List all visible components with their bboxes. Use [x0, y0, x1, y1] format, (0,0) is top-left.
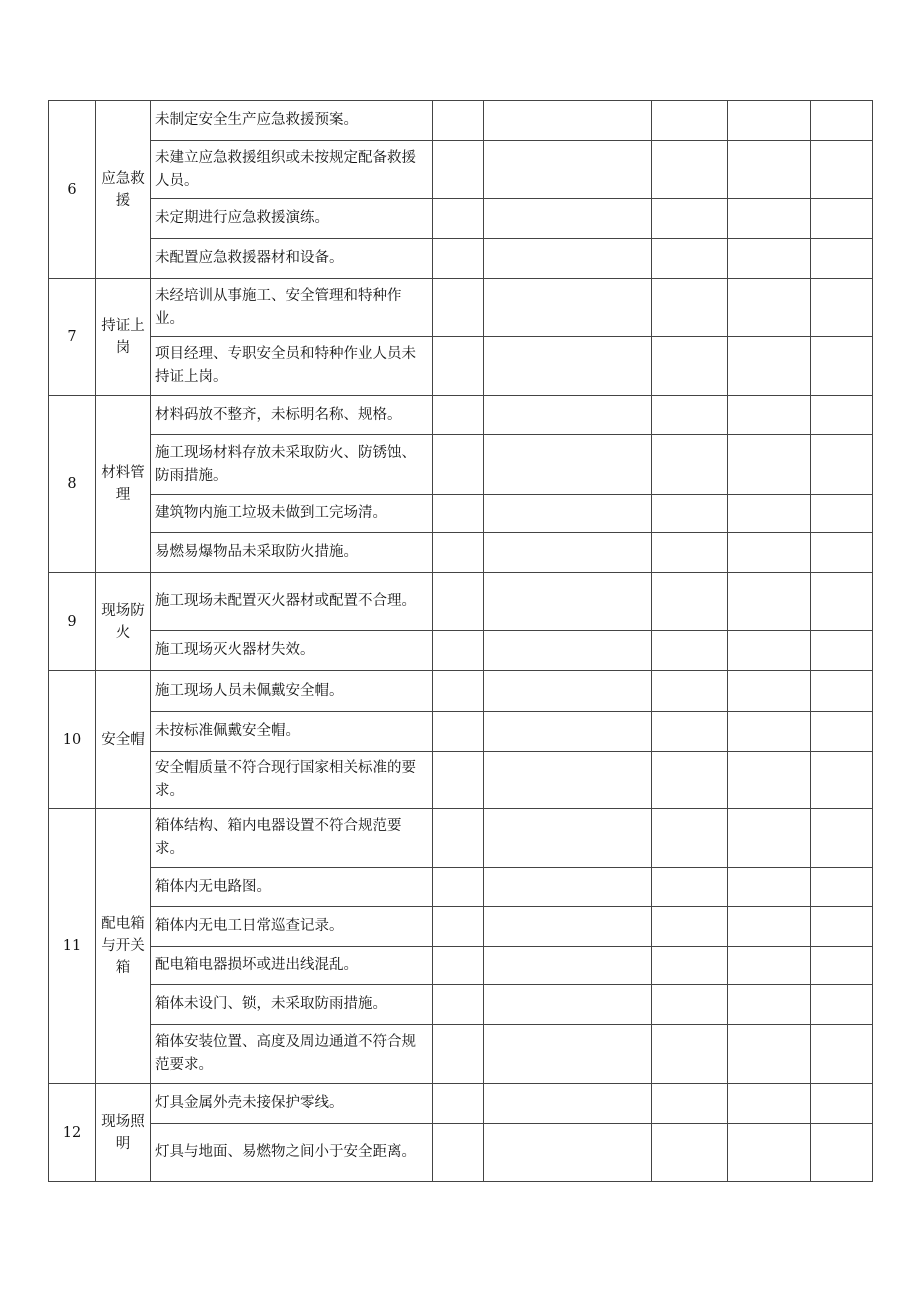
category-cell: 现场防火 [96, 573, 151, 671]
blank-cell[interactable] [484, 907, 652, 947]
blank-cell[interactable] [433, 907, 484, 947]
blank-cell[interactable] [433, 809, 484, 868]
check-item: 建筑物内施工垃圾未做到工完场清。 [151, 495, 433, 533]
blank-cell[interactable] [811, 279, 873, 337]
table-row [49, 809, 873, 868]
check-item: 项目经理、专职安全员和特种作业人员未持证上岗。 [151, 337, 433, 396]
blank-cell[interactable] [652, 279, 728, 337]
table-row [49, 101, 873, 141]
blank-cell[interactable] [728, 907, 811, 947]
blank-cell[interactable] [484, 752, 652, 809]
table-row [49, 985, 873, 1025]
blank-cell[interactable] [811, 101, 873, 141]
blank-cell[interactable] [433, 1084, 484, 1124]
blank-cell[interactable] [811, 435, 873, 495]
blank-cell[interactable] [652, 101, 728, 141]
table-row [49, 279, 873, 337]
blank-cell[interactable] [484, 809, 652, 868]
blank-cell[interactable] [811, 907, 873, 947]
blank-cell[interactable] [433, 1025, 484, 1084]
blank-cell[interactable] [484, 396, 652, 435]
blank-cell[interactable] [728, 712, 811, 752]
blank-cell[interactable] [811, 533, 873, 573]
blank-cell[interactable] [728, 279, 811, 337]
blank-cell[interactable] [433, 279, 484, 337]
table-row [49, 199, 873, 239]
row-number: 8 [49, 396, 96, 573]
blank-cell[interactable] [652, 1084, 728, 1124]
blank-cell[interactable] [433, 712, 484, 752]
blank-cell[interactable] [811, 712, 873, 752]
blank-cell[interactable] [433, 631, 484, 671]
blank-cell[interactable] [433, 947, 484, 985]
blank-cell[interactable] [652, 1124, 728, 1182]
blank-cell[interactable] [652, 868, 728, 907]
table-row [49, 1025, 873, 1084]
check-item: 灯具与地面、易燃物之间小于安全距离。 [151, 1124, 433, 1182]
table-row [49, 141, 873, 199]
category-cell: 安全帽 [96, 671, 151, 809]
blank-cell[interactable] [652, 752, 728, 809]
blank-cell[interactable] [484, 631, 652, 671]
blank-cell[interactable] [652, 671, 728, 712]
check-item: 箱体未设门、锁，未采取防雨措施。 [151, 985, 433, 1025]
blank-cell[interactable] [652, 199, 728, 239]
blank-cell[interactable] [652, 1025, 728, 1084]
category-cell: 材料管理 [96, 396, 151, 573]
blank-cell[interactable] [652, 712, 728, 752]
check-item: 箱体内无电路图。 [151, 868, 433, 907]
table-row [49, 495, 873, 533]
blank-cell[interactable] [811, 985, 873, 1025]
blank-cell[interactable] [484, 435, 652, 495]
blank-cell[interactable] [433, 239, 484, 279]
blank-cell[interactable] [652, 337, 728, 396]
blank-cell[interactable] [652, 396, 728, 435]
table-row [49, 1124, 873, 1182]
blank-cell[interactable] [728, 1025, 811, 1084]
blank-cell[interactable] [484, 141, 652, 199]
blank-cell[interactable] [811, 141, 873, 199]
blank-cell[interactable] [433, 671, 484, 712]
blank-cell[interactable] [652, 947, 728, 985]
blank-cell[interactable] [652, 495, 728, 533]
blank-cell[interactable] [811, 631, 873, 671]
row-number: 9 [49, 573, 96, 671]
blank-cell[interactable] [433, 573, 484, 631]
table-body [49, 101, 873, 1182]
blank-cell[interactable] [811, 809, 873, 868]
blank-cell[interactable] [811, 1025, 873, 1084]
blank-cell[interactable] [728, 495, 811, 533]
check-item: 灯具金属外壳未接保护零线。 [151, 1084, 433, 1124]
blank-cell[interactable] [433, 495, 484, 533]
blank-cell[interactable] [433, 101, 484, 141]
blank-cell[interactable] [728, 239, 811, 279]
blank-cell[interactable] [728, 809, 811, 868]
blank-cell[interactable] [484, 947, 652, 985]
check-item: 安全帽质量不符合现行国家相关标准的要求。 [151, 752, 433, 809]
blank-cell[interactable] [433, 337, 484, 396]
check-item: 未按标准佩戴安全帽。 [151, 712, 433, 752]
check-item: 配电箱电器损坏或进出线混乱。 [151, 947, 433, 985]
check-item: 材料码放不整齐，未标明名称、规格。 [151, 396, 433, 435]
check-item: 箱体结构、箱内电器设置不符合规范要求。 [151, 809, 433, 868]
blank-cell[interactable] [728, 671, 811, 712]
table-row [49, 239, 873, 279]
blank-cell[interactable] [433, 985, 484, 1025]
blank-cell[interactable] [484, 868, 652, 907]
blank-cell[interactable] [484, 337, 652, 396]
blank-cell[interactable] [484, 495, 652, 533]
check-item: 施工现场人员未佩戴安全帽。 [151, 671, 433, 712]
check-item: 未配置应急救援器材和设备。 [151, 239, 433, 279]
blank-cell[interactable] [728, 752, 811, 809]
blank-cell[interactable] [728, 435, 811, 495]
category-cell: 配电箱与开关箱 [96, 809, 151, 1084]
table-row [49, 868, 873, 907]
table-row [49, 907, 873, 947]
blank-cell[interactable] [811, 337, 873, 396]
blank-cell[interactable] [728, 1124, 811, 1182]
check-item: 箱体内无电工日常巡查记录。 [151, 907, 433, 947]
blank-cell[interactable] [484, 1124, 652, 1182]
blank-cell[interactable] [811, 573, 873, 631]
blank-cell[interactable] [728, 631, 811, 671]
blank-cell[interactable] [728, 141, 811, 199]
blank-cell[interactable] [811, 1124, 873, 1182]
blank-cell[interactable] [433, 141, 484, 199]
blank-cell[interactable] [484, 199, 652, 239]
blank-cell[interactable] [484, 712, 652, 752]
blank-cell[interactable] [728, 573, 811, 631]
table-row [49, 573, 873, 631]
blank-cell[interactable] [652, 907, 728, 947]
blank-cell[interactable] [728, 101, 811, 141]
blank-cell[interactable] [728, 985, 811, 1025]
check-item: 施工现场未配置灭火器材或配置不合理。 [151, 573, 433, 631]
blank-cell[interactable] [811, 752, 873, 809]
check-item: 未定期进行应急救援演练。 [151, 199, 433, 239]
blank-cell[interactable] [728, 1084, 811, 1124]
blank-cell[interactable] [433, 199, 484, 239]
blank-cell[interactable] [433, 396, 484, 435]
row-number: 10 [49, 671, 96, 809]
blank-cell[interactable] [484, 671, 652, 712]
blank-cell[interactable] [433, 1124, 484, 1182]
row-number: 7 [49, 279, 96, 396]
blank-cell[interactable] [728, 396, 811, 435]
blank-cell[interactable] [728, 337, 811, 396]
check-item: 施工现场灭火器材失效。 [151, 631, 433, 671]
table-row [49, 435, 873, 495]
blank-cell[interactable] [811, 671, 873, 712]
table-row [49, 712, 873, 752]
blank-cell[interactable] [652, 631, 728, 671]
blank-cell[interactable] [811, 1084, 873, 1124]
blank-cell[interactable] [652, 141, 728, 199]
blank-cell[interactable] [728, 199, 811, 239]
row-number: 6 [49, 101, 96, 279]
blank-cell[interactable] [433, 752, 484, 809]
table-row [49, 671, 873, 712]
check-item: 施工现场材料存放未采取防火、防锈蚀、防雨措施。 [151, 435, 433, 495]
blank-cell[interactable] [652, 533, 728, 573]
table-row [49, 752, 873, 809]
check-item: 未建立应急救援组织或未按规定配备救援人员。 [151, 141, 433, 199]
table-row [49, 1084, 873, 1124]
blank-cell[interactable] [811, 199, 873, 239]
table-row [49, 947, 873, 985]
blank-cell[interactable] [652, 809, 728, 868]
blank-cell[interactable] [484, 985, 652, 1025]
blank-cell[interactable] [652, 985, 728, 1025]
row-number: 11 [49, 809, 96, 1084]
check-item: 箱体安装位置、高度及周边通道不符合规范要求。 [151, 1025, 433, 1084]
blank-cell[interactable] [811, 396, 873, 435]
inspection-table [48, 100, 873, 1182]
blank-cell[interactable] [728, 947, 811, 985]
table-row [49, 337, 873, 396]
table-row [49, 396, 873, 435]
blank-cell[interactable] [652, 573, 728, 631]
blank-cell[interactable] [652, 435, 728, 495]
blank-cell[interactable] [433, 533, 484, 573]
blank-cell[interactable] [728, 533, 811, 573]
check-item: 未制定安全生产应急救援预案。 [151, 101, 433, 141]
blank-cell[interactable] [811, 239, 873, 279]
blank-cell[interactable] [484, 279, 652, 337]
blank-cell[interactable] [728, 868, 811, 907]
table-row [49, 533, 873, 573]
blank-cell[interactable] [484, 101, 652, 141]
blank-cell[interactable] [652, 239, 728, 279]
blank-cell[interactable] [484, 1025, 652, 1084]
blank-cell[interactable] [484, 533, 652, 573]
blank-cell[interactable] [811, 868, 873, 907]
row-number: 12 [49, 1084, 96, 1182]
blank-cell[interactable] [433, 435, 484, 495]
table-row [49, 631, 873, 671]
check-item: 未经培训从事施工、安全管理和特种作业。 [151, 279, 433, 337]
check-item: 易燃易爆物品未采取防火措施。 [151, 533, 433, 573]
category-cell: 持证上岗 [96, 279, 151, 396]
blank-cell[interactable] [484, 573, 652, 631]
blank-cell[interactable] [433, 868, 484, 907]
category-cell: 应急救援 [96, 101, 151, 279]
blank-cell[interactable] [811, 495, 873, 533]
blank-cell[interactable] [484, 239, 652, 279]
blank-cell[interactable] [484, 1084, 652, 1124]
blank-cell[interactable] [811, 947, 873, 985]
category-cell: 现场照明 [96, 1084, 151, 1182]
